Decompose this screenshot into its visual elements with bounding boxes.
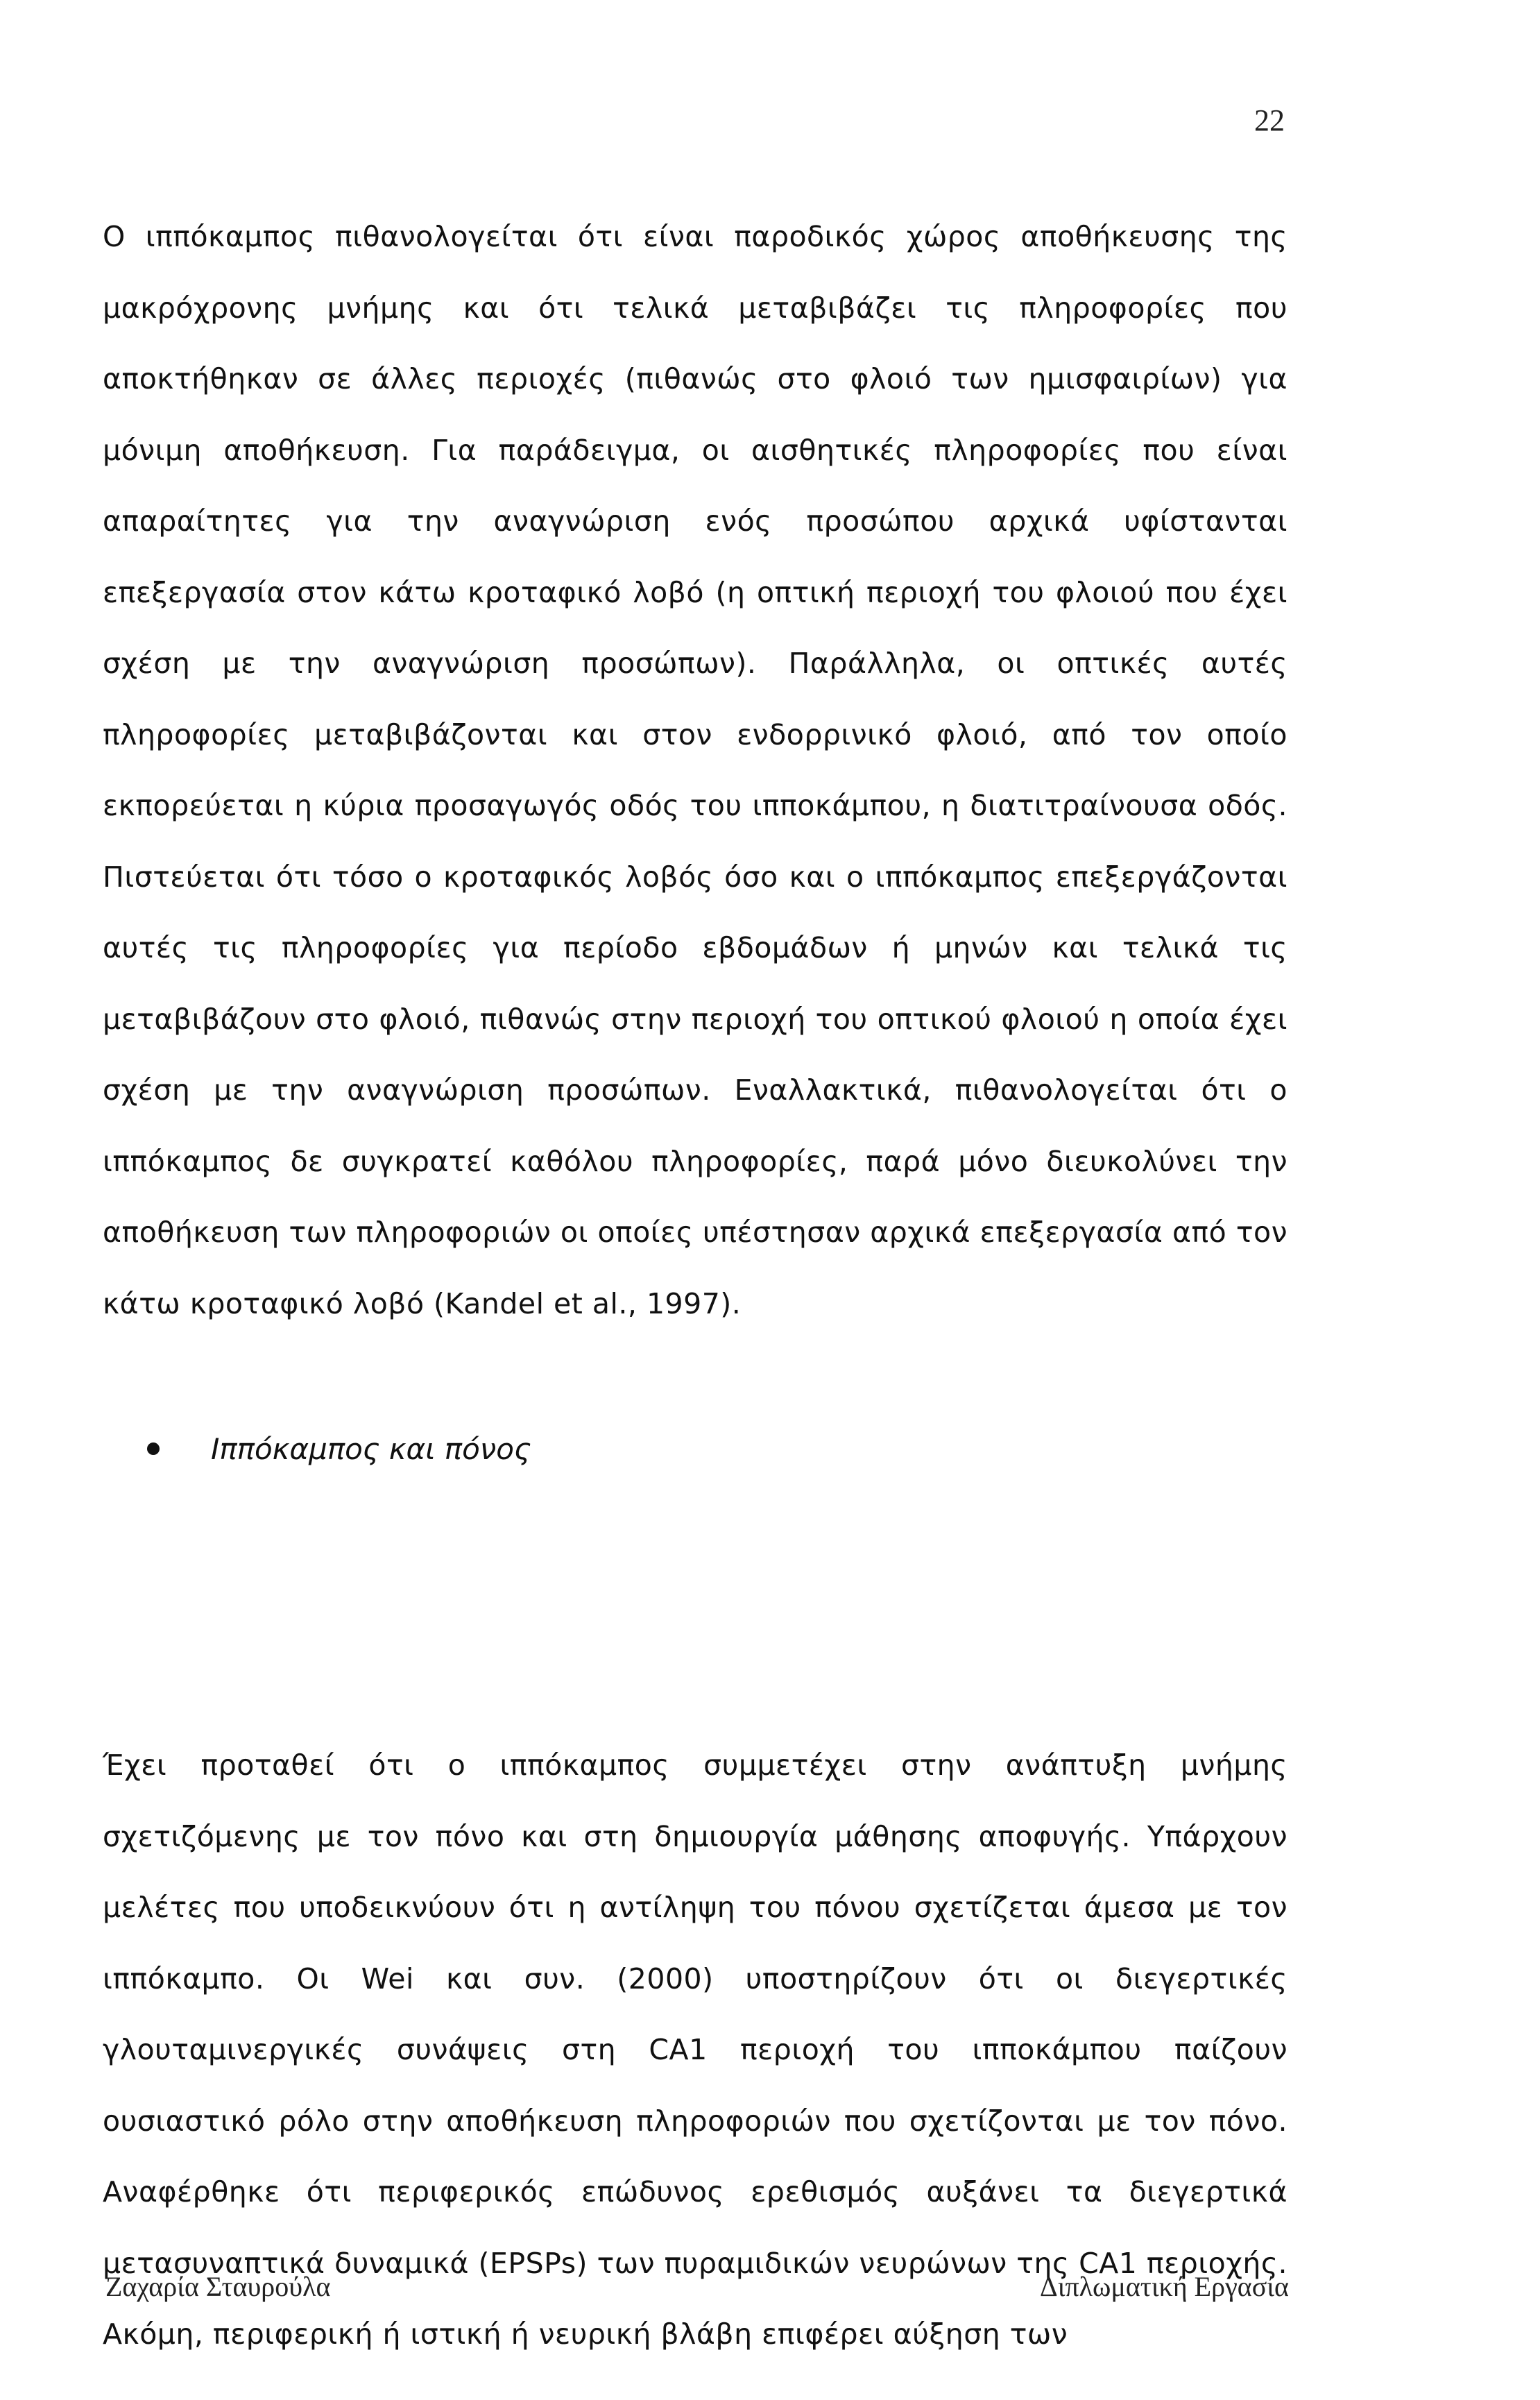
section-heading-row (147, 1421, 1118, 1476)
body-paragraph-2: Έχει προταθεί ότι ο ιππόκαμπος συμμετέχει στην ανάπτυξη μνήμης σχετιζόμενης με τον πόνο και στη δημιουργία μάθησης αποφυγής. Υπάρχουν μελέτες που υποδεικνύουν ότι η αντίληψη του πόνου σχετίζεται άμεσα με τον ιππόκαμπο. Οι Wei και συν. (2000) υποστηρίζουν ότι οι διεγερτικές γλουταμινεργικές συνάψεις στη CA1 περιοχή του ιπποκάμπου παίζουν ουσιαστικό ρόλο στην αποθήκευση πληροφοριών που σχετίζονται με τον πόνο. Αναφέρθηκε ότι περιφερικός επώδυνος ερεθισμός αυξάνει τα διεγερτικά μετασυναπτικά δυναμικά (EPSPs) των πυραμιδικών νευρώνων της CA1 περιοχής. Ακόμη, περιφερική ή ιστική ή νευρική βλάβη επιφέρει αύξηση των (103, 1748, 1287, 2351)
footer-author: Ζαχαρία Σταυρούλα (105, 2271, 331, 2302)
page-number: 22 (1254, 103, 1285, 137)
bullet-icon (147, 1442, 160, 1455)
body-paragraph-1: Ο ιππόκαμπος πιθανολογείται ότι είναι παροδικός χώρος αποθήκευσης της μακρόχρονης μνήμης και ότι τελικά μεταβιβάζει τις πληροφορίες που αποκτήθηκαν σε άλλες περιοχές (πιθανώς στο φλοιό των ημισφαιρίων) για μόνιμη αποθήκευση. Για παράδειγμα, οι αισθητικές πληροφορίες που είναι απαραίτητες για την αναγνώριση ενός προσώπου αρχικά υφίστανται επεξεργασία στον κάτω κροταφικό λοβό (η οπτική περιοχή του φλοιού που έχει σχέση με την αναγνώριση προσώπων). Παράλληλα, οι οπτικές αυτές πληροφορίες μεταβιβάζονται και στον ενδορρινικό φλοιό, από τον οποίο εκπορεύεται η κύρια προσαγωγός οδός του ιπποκάμπου, η διατιτραίνουσα οδός. Πιστεύεται ότι τόσο ο κροταφικός λοβός όσο και ο ιππόκαμπος επεξεργάζονται αυτές τις πληροφορίες για περίοδο εβδομάδων ή μηνών και τελικά τις μεταβιβάζουν στο φλοιό, πιθανώς στην περιοχή του οπτικού φλοιού η οποία έχει σχέση με την αναγνώριση προσώπων. Εναλλακτικά, πιθανολογείται ότι ο ιππόκαμπος δε συγκρατεί καθόλου πληροφορίες, παρά μόνο διευκολύνει την αποθήκευση των πληροφοριών οι οποίες υπέστησαν αρχικά επεξεργασία από τον κάτω κροταφικό λοβό (Kandel et al., 1997). (103, 220, 1287, 1320)
footer-document-type: Διπλωματική Εργασία (1039, 2271, 1289, 2302)
section-heading: Ιππόκαμπος και πόνος (211, 1431, 531, 1466)
